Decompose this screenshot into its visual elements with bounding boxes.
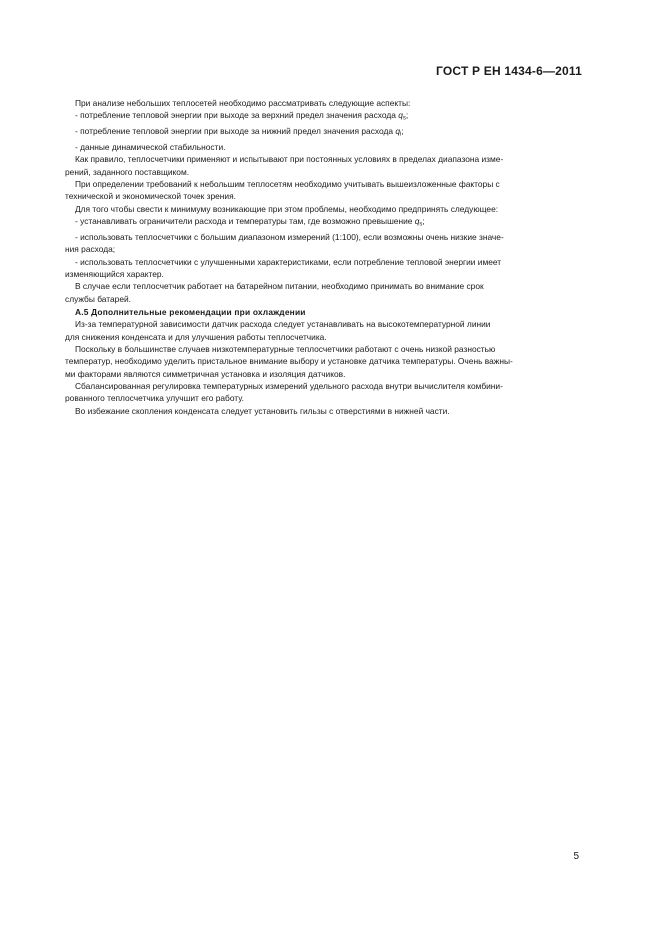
text-line: - потребление тепловой энергии при выходе за верхний предел значения расхода: [75, 110, 399, 121]
paragraph-continuation: [65, 268, 583, 280]
text-line: При определении требований к небольшим теплосетям необходимо учитывать вышеизложенные факторы с: [75, 179, 500, 190]
paragraph: [75, 203, 583, 215]
list-item: [75, 231, 583, 243]
text-line: рованного теплосчетчика улучшит его работу.: [65, 393, 244, 404]
paragraph-continuation: [65, 293, 583, 305]
paragraph-continuation: [65, 392, 583, 404]
list-item: [75, 109, 583, 125]
text-line: Как правило, теплосчетчики применяют и испытывают при постоянных условиях в пределах диапазона изме-: [75, 154, 504, 165]
paragraph-continuation: [65, 355, 583, 367]
text-line: ;: [401, 126, 404, 137]
paragraph: [75, 318, 583, 330]
text-line: для снижения конденсата и для улучшения работы теплосчетчика.: [65, 331, 327, 342]
section-heading: [75, 306, 583, 318]
formula-subscript: i: [400, 131, 402, 138]
paragraph-continuation: [65, 368, 583, 380]
paragraph-continuation: [65, 166, 583, 178]
paragraph: [75, 380, 583, 392]
text-line: - данные динамической стабильности.: [75, 142, 226, 153]
text-line: - использовать теплосчетчики с улучшенными характеристиками, если потребление тепловой энергии имеет: [75, 256, 502, 267]
paragraph: [75, 280, 583, 292]
text-line: При анализе небольших теплосетей необходимо рассматривать следующие аспекты:: [75, 98, 411, 108]
paragraph-continuation: [65, 243, 583, 255]
paragraph-continuation: [65, 190, 583, 202]
text-line: ния расхода;: [65, 244, 116, 255]
list-item: [75, 215, 583, 231]
list-item: [75, 141, 583, 153]
document-body: [65, 97, 583, 417]
text-line: В случае если теплосчетчик работает на батарейном питании, необходимо принимать во внимание срок: [75, 281, 484, 292]
paragraph: [75, 97, 583, 109]
text-line: - устанавливать ограничители расхода и температуры там, где возможно превышение: [75, 216, 415, 227]
page-number: 5: [573, 851, 579, 862]
paragraph: [75, 343, 583, 355]
formula-variable: q: [395, 126, 401, 137]
paragraph: [75, 153, 583, 165]
text-line: Поскольку в большинстве случаев низкотемпературные теплосчетчики работают с очень низкой разностью: [75, 344, 496, 355]
paragraph: [75, 405, 583, 417]
list-item: [75, 125, 583, 141]
text-line: ;: [422, 216, 425, 227]
text-line: температур, необходимо уделить пристальное внимание выбору и установке датчика температуры. Очень важны-: [65, 356, 513, 367]
formula-variable: q: [398, 110, 403, 121]
text-line: рений, заданного поставщиком.: [65, 166, 190, 177]
text-line: изменяющийся характер.: [65, 268, 164, 279]
paragraph-continuation: [65, 331, 583, 343]
text-line: Из-за температурной зависимости датчик расхода следует устанавливать на высокотемпературной линии: [75, 319, 491, 330]
text-line: А.5 Дополнительные рекомендации при охлаждении: [75, 307, 306, 317]
text-line: Для того чтобы свести к минимуму возникающие при этом проблемы, необходимо предпринять следующее:: [75, 203, 499, 214]
formula-subscript: s: [402, 115, 406, 122]
text-line: - использовать теплосчетчики с большим диапазоном измерений (1:100), если возможны очень низкие значе-: [75, 231, 504, 242]
text-line: Сбалансированная регулировка температурных измерений удельного расхода внутри вычислителя комбини-: [75, 381, 503, 392]
text-line: службы батарей.: [65, 293, 131, 304]
text-line: - потребление тепловой энергии при выходе за нижний предел значения расхода: [75, 126, 396, 137]
paragraph: [75, 178, 583, 190]
formula-variable: q: [414, 216, 420, 227]
text-line: ми факторами являются симметричная установка и изоляция датчиков.: [65, 368, 346, 379]
list-item: [75, 256, 583, 268]
text-line: технической и экономической точек зрения.: [65, 191, 236, 202]
text-line: Во избежание скопления конденсата следует установить гильзы с отверстиями в нижней части.: [75, 405, 450, 416]
text-line: ;: [405, 110, 409, 121]
document-id-header: ГОСТ Р ЕН 1434-6—2011: [436, 64, 582, 78]
formula-subscript: s: [419, 221, 423, 228]
